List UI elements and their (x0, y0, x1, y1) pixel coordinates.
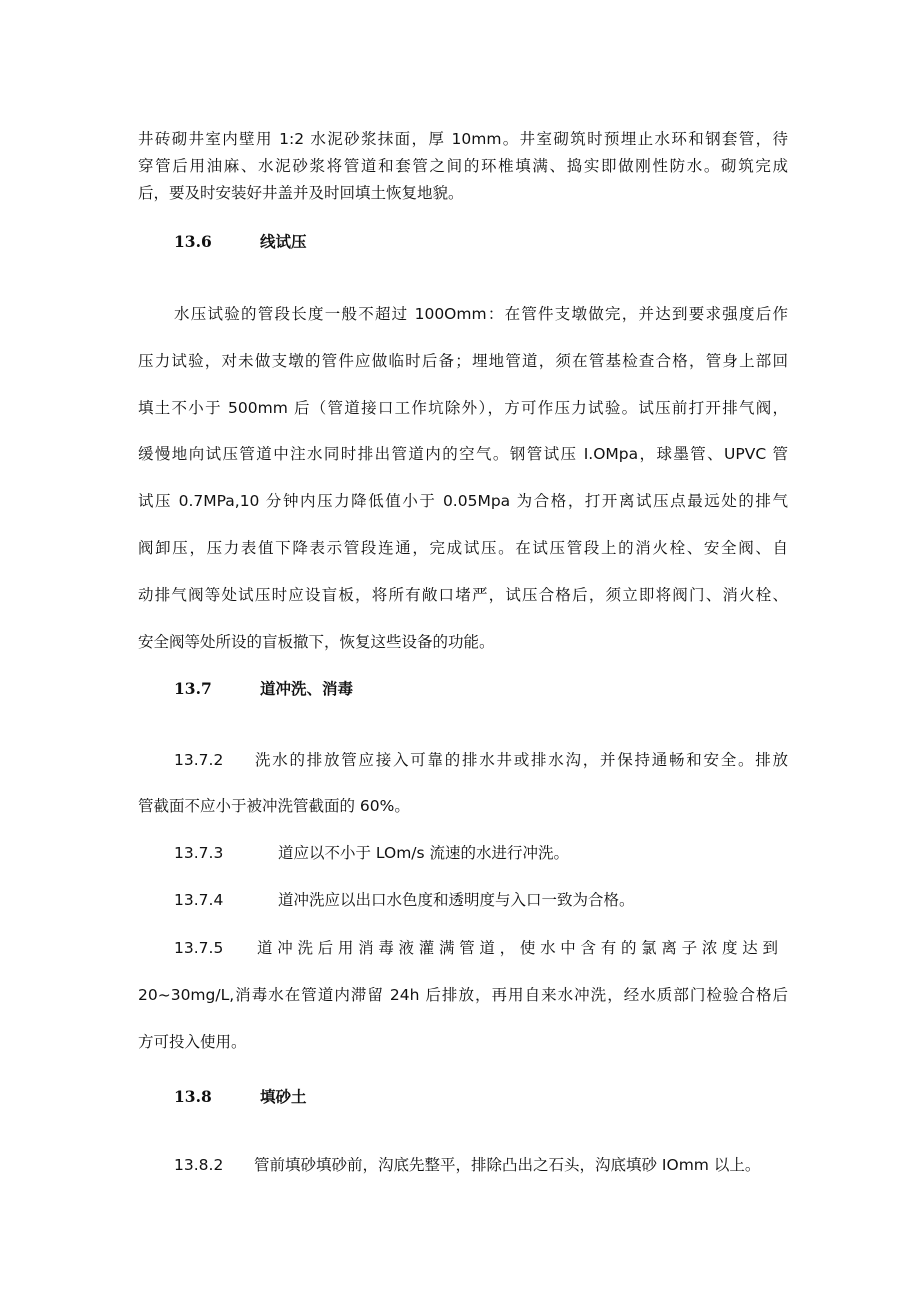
section-heading-13-8 (174, 1086, 307, 1108)
section-number: 13.8 (174, 1087, 212, 1106)
clause-text-line: 洗水的排放管应接入可靠的排水井或排水沟，并保持通畅和安全。排放 (255, 751, 788, 769)
clause-text: 道冲洗应以出口水色度和透明度与入口一致为合格。 (278, 891, 635, 909)
clause-text: 道应以不小于 LOm/s 流速的水进行冲洗。 (278, 844, 570, 862)
clause-text: 管前填砂填砂前，沟底先整平，排除凸出之石头，沟底填砂 IOmm 以上。 (254, 1156, 761, 1174)
clause-13-7-5 (174, 937, 223, 959)
paragraph-line: 安全阀等处所设的盲板撤下，恢复这些设备的功能。 (138, 633, 495, 651)
clause-13-7-3 (174, 842, 570, 864)
section-number: 13.6 (174, 232, 212, 251)
paragraph-line: 阀卸压，压力表值下降表示管段连通，完成试压。在试压管段上的消火栓、安全阀、自 (138, 539, 788, 557)
clause-text-line: 道冲洗后用消毒液灌满管道，使水中含有的氯离子浓度达到 (257, 939, 778, 957)
intro-line-1: 井砖砌井室内壁用 1:2 水泥砂浆抹面，厚 10mm。井室砌筑时预埋止水环和钢套管，待 (138, 130, 788, 148)
intro-line-2: 穿管后用油麻、水泥砂浆将管道和套管之间的环椎填满、捣实即做刚性防水。砌筑完成 (138, 157, 788, 175)
section-title: 填砂土 (260, 1088, 307, 1106)
clause-text-line: 20~30mg/L,消毒水在管道内滞留 24h 后排放，再用自来水冲洗，经水质部门检验合格后 (138, 986, 788, 1004)
clause-13-7-2 (174, 749, 223, 771)
paragraph-line: 动排气阀等处试压时应设盲板，将所有敞口堵严，试压合格后，须立即将阀门、消火栓、 (138, 586, 788, 604)
clause-text-line: 管截面不应小于被冲洗管截面的 60%。 (138, 797, 410, 815)
paragraph-line: 压力试验，对未做支墩的管件应做临时后备；埋地管道，须在管基检查合格，管身上部回 (138, 352, 788, 370)
paragraph-line: 缓慢地向试压管道中注水同时排出管道内的空气。钢管试压 I.OMpa，球墨管、UPVC 管 (138, 445, 788, 463)
section-heading-13-7 (174, 678, 354, 700)
intro-line-3: 后，要及时安装好井盖并及时回填土恢复地貌。 (138, 184, 464, 202)
clause-number: 13.7.3 (174, 844, 224, 862)
clause-number: 13.8.2 (174, 1156, 224, 1174)
section-title: 线试压 (260, 233, 307, 251)
paragraph-line: 试压 0.7MPa,10 分钟内压力降低值小于 0.05Mpa 为合格，打开离试压点最远处的排气 (138, 492, 788, 510)
clause-number: 13.7.5 (174, 939, 224, 957)
clause-13-7-4 (174, 889, 635, 911)
clause-number: 13.7.4 (174, 891, 224, 909)
clause-number: 13.7.2 (174, 751, 224, 769)
section-number: 13.7 (174, 679, 212, 698)
section-title: 道冲洗、消毒 (260, 680, 354, 698)
paragraph-line: 填土不小于 500mm 后（管道接口工作坑除外），方可作压力试验。试压前打开排气阀， (138, 399, 788, 417)
clause-13-8-2 (174, 1154, 761, 1176)
paragraph-line: 水压试验的管段长度一般不超过 100Omm：在管件支墩做完，并达到要求强度后作 (174, 305, 788, 323)
clause-text-line: 方可投入使用。 (138, 1033, 247, 1051)
section-heading-13-6 (174, 231, 307, 253)
